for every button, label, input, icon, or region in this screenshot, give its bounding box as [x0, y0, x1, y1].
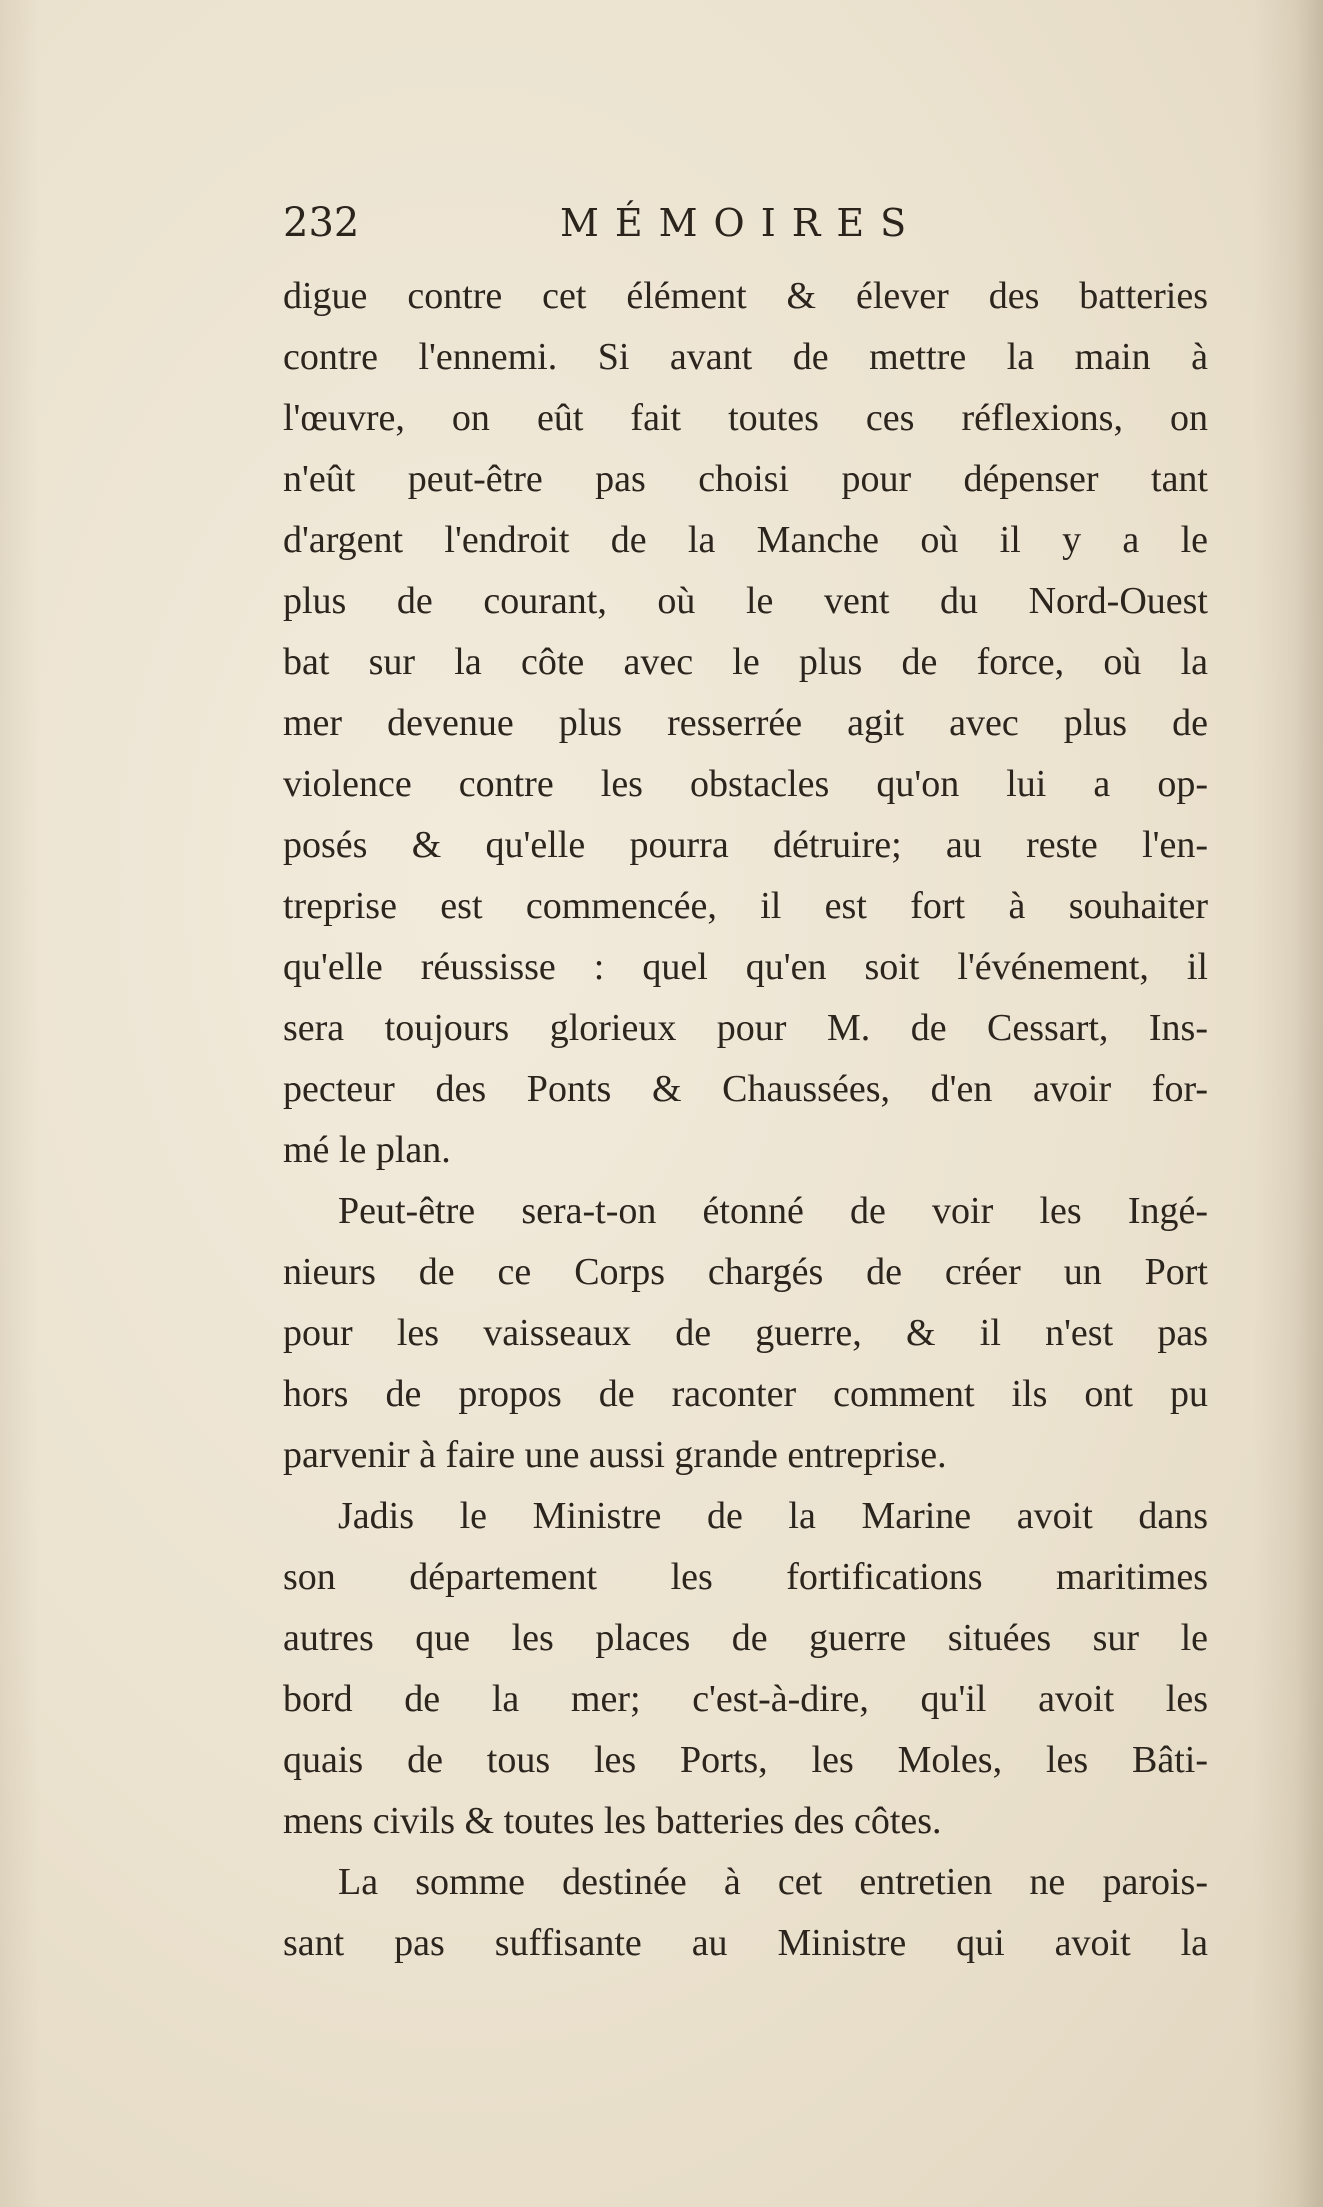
text-line: l'œuvre, on eût fait toutes ces réflexions, on	[283, 397, 1208, 439]
text-line: qu'elle réussisse : quel qu'en soit l'événement, il	[283, 946, 1208, 988]
text-line: digue contre cet élément & élever des batteries	[283, 275, 1208, 317]
text-line: Jadis le Ministre de la Marine avoit dans	[338, 1495, 1208, 1537]
text-line: violence contre les obstacles qu'on lui a op-	[283, 763, 1208, 805]
text-line: hors de propos de raconter comment ils ont pu	[283, 1373, 1208, 1415]
running-title: MÉMOIRES	[560, 201, 923, 245]
text-line: autres que les places de guerre situées sur le	[283, 1617, 1208, 1659]
text-line: bord de la mer; c'est-à-dire, qu'il avoit les	[283, 1678, 1208, 1720]
text-line: pour les vaisseaux de guerre, & il n'est pas	[283, 1312, 1208, 1354]
page-number: 232	[283, 200, 360, 246]
text-line: sera toujours glorieux pour M. de Cessart, Ins-	[283, 1007, 1208, 1049]
text-line: posés & qu'elle pourra détruire; au reste l'en-	[283, 824, 1208, 866]
text-line: contre l'ennemi. Si avant de mettre la main à	[283, 336, 1208, 378]
text-line: quais de tous les Ports, les Moles, les Bâti-	[283, 1739, 1208, 1781]
body-text	[283, 266, 1208, 1974]
text-line: n'eût peut-être pas choisi pour dépenser tant	[283, 458, 1208, 500]
page-left-edge-shading	[0, 0, 40, 2207]
text-line: mé le plan.	[283, 1129, 451, 1171]
text-line: pecteur des Ponts & Chaussées, d'en avoir for-	[283, 1068, 1208, 1110]
text-line: d'argent l'endroit de la Manche où il y a le	[283, 519, 1208, 561]
text-line: mer devenue plus resserrée agit avec plus de	[283, 702, 1208, 744]
running-head	[283, 196, 1243, 250]
text-line: bat sur la côte avec le plus de force, où la	[283, 641, 1208, 683]
text-line: mens civils & toutes les batteries des côtes.	[283, 1800, 942, 1842]
text-line: treprise est commencée, il est fort à souhaiter	[283, 885, 1208, 927]
text-line: La somme destinée à cet entretien ne parois-	[338, 1861, 1208, 1903]
text-line: plus de courant, où le vent du Nord-Ouest	[283, 580, 1208, 622]
text-line: son département les fortifications maritimes	[283, 1556, 1208, 1598]
text-line: nieurs de ce Corps chargés de créer un Port	[283, 1251, 1208, 1293]
text-line: parvenir à faire une aussi grande entreprise.	[283, 1434, 947, 1476]
page-gutter-shadow	[1253, 0, 1323, 2207]
text-line: sant pas suffisante au Ministre qui avoit la	[283, 1922, 1208, 1964]
text-line: Peut-être sera-t-on étonné de voir les Ingé-	[338, 1190, 1208, 1232]
